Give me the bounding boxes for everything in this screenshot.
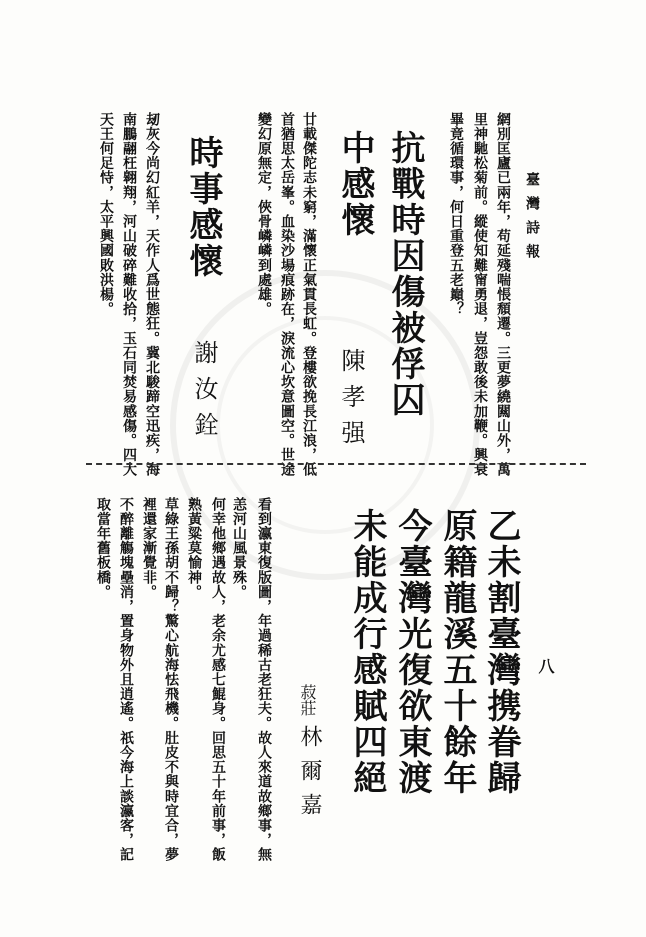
- poem-line: 南鵬翮枉翱翔，河山破碎難收拾，玉石同焚易感傷。四大: [121, 112, 137, 477]
- poem-line: 取當年舊板橋。: [95, 497, 111, 600]
- poem-title: 抗戰時因傷被俘囚: [385, 130, 425, 418]
- poem-line: 裡還家漸覺非。: [141, 497, 157, 600]
- poem-title: 今臺灣光復欲東渡: [392, 508, 432, 796]
- poem-title: 原籍龍溪五十餘年: [437, 508, 477, 796]
- prose-line: 畢竟循環事，何日重登五老巔？: [448, 112, 464, 317]
- poem-title: 中感懷: [335, 130, 375, 238]
- poem-author-prefix: 菽莊: [298, 684, 317, 716]
- poem-title: 時事感懷: [183, 135, 223, 279]
- page-number: 八: [536, 658, 555, 684]
- poem-title: 未能成行感賦四絕: [347, 508, 387, 796]
- poem-line: 不醉離觴塊壘消，置身物外且逍遙。祇今海上談瀛客，記: [118, 497, 134, 862]
- poem-author: 謝汝銓: [190, 340, 218, 448]
- poem-author: 林爾嘉: [297, 725, 322, 827]
- poem-line: 何幸他鄉遇故人，老余尤感七鯤身。回思五十年前事，飯: [210, 497, 226, 862]
- poem-line: 熟黃粱莫愉神。: [186, 497, 202, 600]
- poem-line: 草綠王孫胡不歸？驚心航海怯飛機。肚皮不與時宜合，夢: [163, 497, 179, 862]
- section-divider: [86, 463, 586, 465]
- poem-line: 變幻原無定，俠骨嶙嶙到處雄。: [256, 112, 272, 317]
- poem-line: 首猶思太岳峯。血染沙場痕跡在，淚流心坎意圖空。世途: [279, 112, 295, 477]
- publication-header: 臺灣詩報: [524, 172, 540, 268]
- poem-line: 廿載傑陀志未窮，滿懷正氣貫長虹。登樓欲挽長江浪，低: [301, 112, 317, 477]
- poem-line: 看到瀛東復版圖，年過稀古老狂夫。故人來道故鄉事，無: [256, 497, 272, 862]
- poem-line: 天王何足恃，太平興國敗洪楊。: [98, 112, 114, 317]
- poem-title: 乙未割臺灣携眷歸: [481, 508, 521, 796]
- prose-line: 里神馳松菊前。縱使知難甯勇退，豈怨敢後未加鞭。興衰: [472, 112, 488, 477]
- poem-author: 陳孝强: [337, 348, 365, 456]
- poem-line: 恙河山風景殊。: [231, 497, 247, 600]
- prose-line: 網別匡廬已兩年，苟延殘喘悵頹遷。三更夢繞闗山外，萬: [495, 112, 511, 477]
- poem-line: 刼灰今尚幻紅羊，天作人爲世態狂。冀北駿蹄空迅疾，海: [144, 112, 160, 477]
